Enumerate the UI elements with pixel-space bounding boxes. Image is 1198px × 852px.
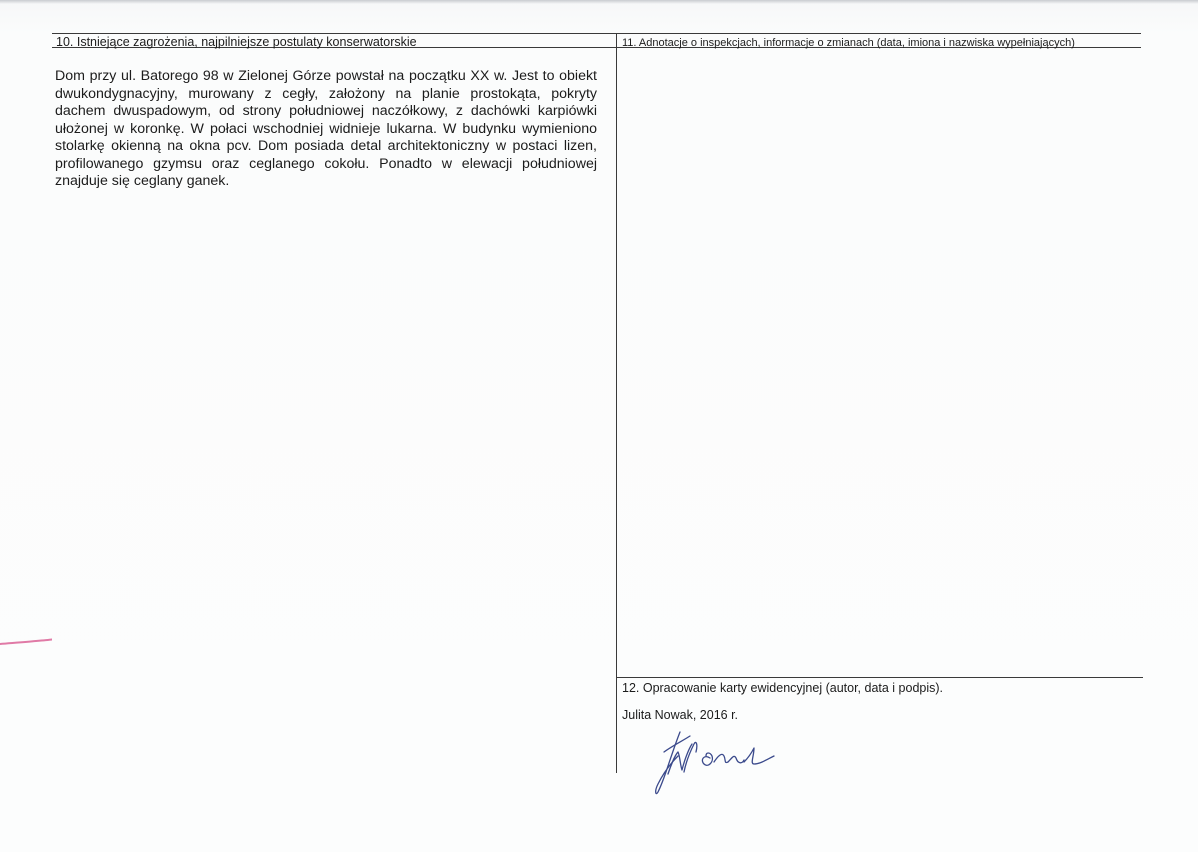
section10-top-rule xyxy=(52,33,616,34)
section12-title: 12. Opracowanie karty ewidencyjnej (autor, data i podpis). xyxy=(622,681,944,695)
pink-marker-stroke xyxy=(0,636,52,648)
handwritten-signature xyxy=(650,722,790,796)
section12-top-rule xyxy=(617,677,1143,678)
section11-title: 11. Adnotacje o inspekcjach, informacje o zmianach (data, imiona i nazwiska wypełniających) xyxy=(622,37,1075,49)
section10-body-text: Dom przy ul. Batorego 98 w Zielonej Górze powstał na początku XX w. Jest to obiekt dwukondygnacyjny, murowany z cegły, założony na planie prostokąta, pokryty dachem dwuspadowym, od strony południowej naczółkowy, z dachówki karpiówki ułożonej w koronkę. W połaci wschodniej widnieje lukarna. W budynku wymieniono stolarkę okienną na okna pcv. Dom posiada detal architektoniczny w postaci lizen, profilowanego gzymsu oraz ceglanego cokołu. Ponadto w elewacji południowej znajduje się ceglany ganek. xyxy=(55,68,597,189)
scan-edge-shadow xyxy=(0,0,1198,4)
column-divider xyxy=(616,33,617,773)
section10-title: 10. Istniejące zagrożenia, najpilniejsze postulaty konserwatorskie xyxy=(56,35,417,49)
author-name-date: Julita Nowak, 2016 r. xyxy=(622,708,739,722)
section11-top-rule xyxy=(617,33,1141,34)
